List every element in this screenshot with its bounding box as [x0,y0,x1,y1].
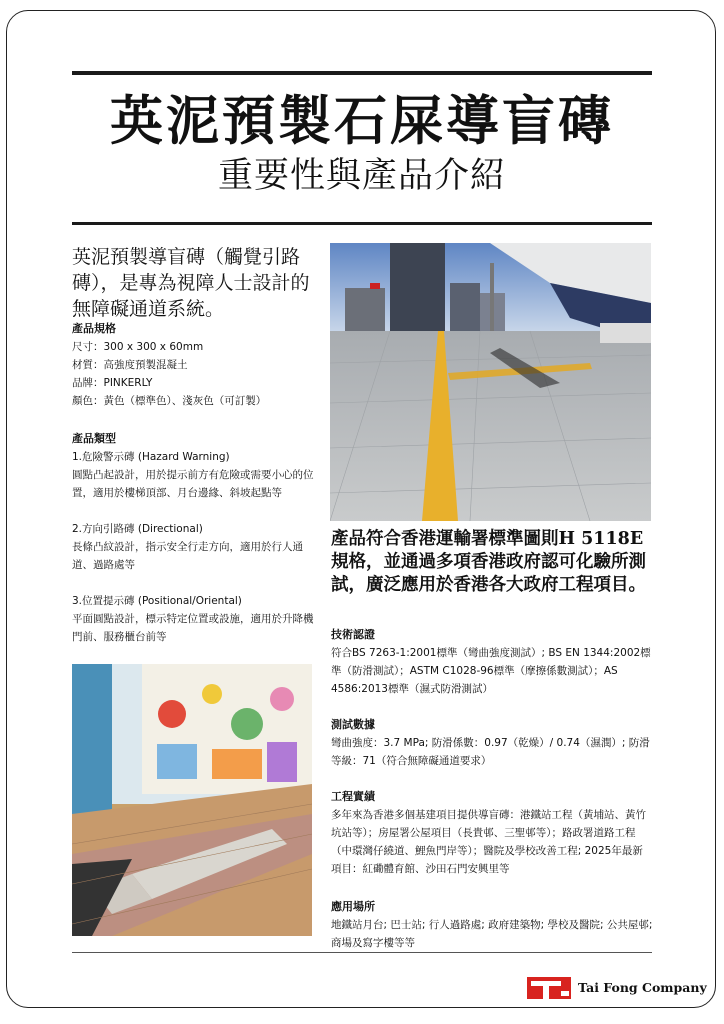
type-desc: 圓點凸起設計，用於提示前方有危險或需要小心的位置，適用於樓梯頂部、月台邊緣、斜坡起點等 [72,469,314,499]
plaza-tactile-photo [330,243,651,521]
type-name: 2.方向引路磚 (Directional) [72,523,203,535]
spec-material: 材質：高強度預製混凝土 [72,359,188,371]
tech-heading: 技術認證 [331,628,375,641]
type-desc: 平面圓點設計，標示特定位置或設施，適用於升降機門前、服務櫃台前等 [72,613,314,643]
bottom-rule [72,952,652,953]
types-section [72,430,317,646]
spec-brand: 品牌：PINKERLY [72,377,153,389]
usage-heading: 應用場所 [331,900,375,913]
title-rule [72,222,652,225]
usage-section [331,898,653,952]
specs-heading: 產品規格 [72,322,116,335]
poster-subtitle: 重要性與產品介紹 [217,156,506,196]
testing-body: 彎曲強度：3.7 MPa; 防滑係數：0.97（乾燥）/ 0.74（濕潤）; 防滑等級：71（符合無障礙通道要求） [331,737,650,767]
spec-color: 顏色：黃色（標準色）、淺灰色（可訂製） [72,395,267,407]
type-desc: 長條凸紋設計，指示安全行走方向，適用於行人通道、過路處等 [72,541,303,571]
types-heading: 產品類型 [72,432,116,445]
corridor-mural-photo [72,664,312,936]
projects-body: 多年來為香港多個基建項目提供導盲磚：港鐵站工程（黃埔站、黃竹坑站等）；房屋署公屋項目（長貴邨、三聖邨等）；路政署道路工程（中環灣仔繞道、鯉魚門岸等）；醫院及學校改善工程; 2025年最新項目：紅磡體育館、沙田石門安興里等 [331,809,646,875]
testing-section [331,716,653,770]
testing-heading: 測試數據 [331,718,375,731]
standards-statement: 產品符合香港運輸署標準圖則H 5118E規格，並通過多項香港政府認可化驗所測試，廣泛應用於香港各大政府工程項目。 [331,529,646,595]
usage-body: 地鐵站月台; 巴士站; 行人過路處; 政府建築物; 學校及醫院; 公共屋邨; 商場及寫字樓等等 [331,919,653,949]
type-name: 3.位置提示磚 (Positional/Oriental) [72,595,242,607]
projects-section [331,788,653,878]
tech-section [331,626,653,698]
specs-section [72,320,317,410]
tech-body: 符合BS 7263-1:2001標準（彎曲強度測試）; BS EN 1344:2002標準（防滑測試）；ASTM C1028-96標準（摩擦係數測試）；AS 4586:2013標準（濕式防滑測試） [331,647,651,695]
spec-size: 尺寸：300 x 300 x 60mm [72,341,204,353]
type-name: 1.危險警示磚 (Hazard Warning) [72,451,230,463]
company-name: Tai Fong Company [578,980,707,995]
projects-heading: 工程實績 [331,790,375,803]
company-logo [527,975,573,1005]
poster-title: 英泥預製石屎導盲磚 [110,90,614,152]
intro-text: 英泥預製導盲磚（觸覺引路磚），是專為視障人士設計的無障礙通道系統。 [72,246,310,320]
top-rule [72,71,652,75]
